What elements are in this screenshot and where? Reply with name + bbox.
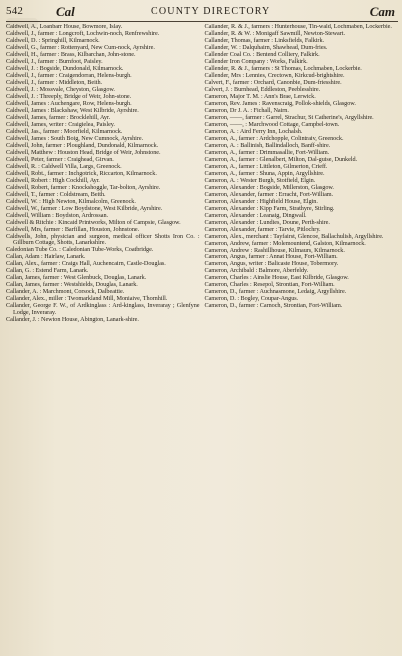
directory-entry: Cameron, A. : Aird Ferry Inn, Lochalsh.	[204, 127, 303, 135]
directory-entry: Cameron, Angus, farmer : Annat House, Fort-William.	[204, 253, 338, 261]
directory-entry: Callander, R. & W. : Monigaff Sawmill, Newton-Stewart.	[204, 29, 345, 37]
page-title: COUNTY DIRECTORY	[151, 6, 271, 17]
left-column	[6, 24, 200, 652]
directory-entry: Callander, A. : Marchmont, Corsock, Dalbeattie.	[6, 288, 125, 296]
directory-entry: Caldwell, G., farmer : Rottenyard, New Cum-nock, Ayrshire.	[6, 43, 155, 51]
directory-entry: Caldwell, James, writer : Craigielea, Paisley.	[6, 120, 115, 128]
directory-entry: Caldwells, John, physician and surgeon, medical officer Shotts Iron Co. : Gillburn Cottage, Shotts, Lanarkshire.	[6, 232, 200, 247]
directory-entry: Callan, James, farmer : Westshields, Douglas, Lanark.	[6, 281, 138, 289]
directory-entry: Cameron, Alexander : Lundies, Doune, Perth-shire.	[204, 218, 330, 226]
directory-entry: Callan, Adam : Hairlaw, Lanark.	[6, 253, 86, 261]
directory-entry: Caledonian Tube Co. : Caledonian Tube-Works, Coatbridge.	[6, 246, 154, 254]
directory-entry: Callender, R. & J., farmers : St Thomas, Lochmaben, Lockerbie.	[204, 64, 362, 72]
directory-entry: Cameron, Archibald : Balmore, Aberfeldy.	[204, 267, 309, 275]
directory-entry: Callan, James, farmer : West Glenbuck, Douglas, Lanark.	[6, 274, 147, 282]
directory-entry: Cameron, D. : Bogley, Coupar-Angus.	[204, 295, 299, 303]
directory-entry: Caldwell, T., farmer : Coldstream, Beith.	[6, 190, 106, 198]
directory-entry: Caldwell, J., farmer : Middleton, Beith.	[6, 78, 103, 86]
directory-entry: Callander, George F. W., of Ardkinglass : Ard-kinglass, Inveraray ; Glenfyne Lodge, Inveraray.	[6, 302, 200, 317]
directory-entry: Caldwell, Robt., farmer : Inchgotrick, Riccarton, Kilmarnock.	[6, 169, 157, 177]
directory-entry: Cameron, ——, : Marchwood Cottage, Campbel-town.	[204, 120, 340, 128]
directory-entry: Cameron, Alex., merchant : Tayfairst, Glencoe, Ballachulish, Argyllshire.	[204, 232, 384, 240]
directory-entry: Cameron, Dr J. A. : Fichall, Nairn.	[204, 106, 289, 114]
directory-entry: Callender Coal Co. : Bentend Colliery, Falkirk.	[204, 50, 320, 58]
directory-entry: Caldwell, J. : Mossvale, Cheyston, Glasgow.	[6, 85, 115, 93]
directory-entry: Caldwell, A., Loanbarr House, Bowmore, Islay.	[6, 24, 123, 30]
page-number: 542	[6, 5, 24, 17]
directory-entry: Caldwell, J., farmer : Craigendorran, Helens-burgh.	[6, 71, 132, 79]
directory-entry: Caldwell, James : Blackshaw, West Kilbride, Ayrshire.	[6, 106, 139, 114]
directory-entry: Caldwell, John, farmer : Ploughland, Dundonald, Kilmarnock.	[6, 141, 159, 149]
directory-columns	[6, 24, 398, 652]
directory-entry: Caldwell, William : Boydston, Ardrossan.	[6, 211, 109, 219]
directory-entry: Cameron, Angus, writer : Balicaste House, Tobermory.	[204, 260, 339, 268]
page-header	[6, 5, 398, 22]
directory-entry: Cameron, Rev. James : Ravenscraig, Pollok-shields, Glasgow.	[204, 99, 356, 107]
directory-entry: Cameron, Alexander, farmer : Tarvie, Pitlochry.	[204, 225, 321, 233]
directory-entry: Cameron, A., farmer : Glenalbert, Milton, Dal-guise, Dunkeld.	[204, 155, 358, 163]
directory-entry: Caldwell, J. : Bogside, Dundonald, Kilmarnock.	[6, 64, 124, 72]
directory-entry: Cameron, D., farmer : Auchnasmone, Ledaig, Argyllshire.	[204, 288, 347, 296]
directory-entry: Cameron, Andrew, farmer : Molemountend, Galston, Kilmarnock.	[204, 239, 366, 247]
directory-entry: Caldwell, J., farmer : Burnfoot, Paisley.	[6, 57, 103, 65]
directory-entry: Caldwell, Matthew : Houston Head, Bridge of Weir, Johnstone.	[6, 148, 161, 156]
directory-entry: Cameron, Andrew : Rashillhouse, Kilmaurs, Kilmarnock.	[204, 246, 345, 254]
directory-entry: Cameron, Alexander : Highfield House, Elgin.	[204, 197, 318, 205]
directory-entry: Cameron, Alexander : Bogside, Millerston, Glasgow.	[204, 183, 334, 191]
directory-entry: Caldwell, Robert, farmer : Knockshoggle, Tar-bolton, Ayrshire.	[6, 183, 161, 191]
directory-entry: Cameron, Major T. M. : Ann's Brae, Lerwick.	[204, 92, 316, 100]
directory-entry: Callan, G. : Estend Farm, Lanark.	[6, 267, 89, 275]
directory-entry: Callender, Mrs : Lennies, Crectown, Kirkcud-brightshire.	[204, 71, 345, 79]
directory-entry: Callander, Alex., miller : Twomarkland Mill, Moniaive, Thornhill.	[6, 295, 168, 303]
directory-entry: Calvert, F., farmer : Orchard, Canonbie, Dum-friesshire.	[204, 78, 342, 86]
directory-entry: Cameron, Alexander : Kipp Farm, Strathyre, Stirling.	[204, 204, 335, 212]
directory-entry: Caldwell, W., farmer : Low Boydstone, West Kilbride, Ayrshire.	[6, 204, 163, 212]
directory-entry: Caldwell, W. : High Newton, Kilmalcolm, Greenock.	[6, 197, 136, 205]
directory-entry: Cameron, Charles : Resepol, Strontian, Fort-William.	[204, 281, 335, 289]
directory-entry: Cameron, Alexander, farmer : Erracht, Fort-William.	[204, 190, 334, 198]
directory-entry: Cameron, A., farmer : Drimmasallie, Fort-William.	[204, 148, 330, 156]
directory-entry: Cameron, D., farmer : Carnoch, Strontian, Fort-William.	[204, 302, 343, 310]
directory-entry: Caldwell, Mrs, farmer : Barfillan, Houston, Johnstone.	[6, 225, 140, 233]
running-head-right: Cam	[369, 4, 395, 19]
directory-entry: Caldwell, Jas., farmer : Moorfield, Kilmarnock.	[6, 127, 123, 135]
directory-entry: Cameron, ——, farmer : Garrel, Strachur, St Catherine's, Argyllshire.	[204, 113, 374, 121]
directory-entry: Callander, R. & J., farmers : Hunterhouse, Tin-wald, Lochmaben, Lockerbie.	[204, 24, 392, 30]
directory-entry: Caldwell, D. : Springhill, Kilmarnock.	[6, 36, 100, 44]
directory-entry: Caldwell, James : South Boig, New Cumnock, Ayrshire.	[6, 134, 144, 142]
directory-entry: Cameron, Alexander : Leanaig, Dingwall.	[204, 211, 307, 219]
directory-entry: Cameron, A. : Ballinish, Ballindalloch, Banff-shire.	[204, 141, 331, 149]
directory-entry: Caldwell, Robert : High Cockhill, Ayr.	[6, 176, 100, 184]
directory-entry: Callander, Thomas, farmer : Linksfields, Falkirk.	[204, 36, 325, 44]
directory-entry: Cameron, Charles : Ainslie House, East Kilbride, Glasgow.	[204, 274, 349, 282]
directory-entry: Calvert, J. : Burnhead, Eddleston, Peeblesshire.	[204, 85, 321, 93]
directory-entry: Caldwell, James : Auchengare, Row, Helens-burgh.	[6, 99, 132, 107]
directory-entry: Callender Iron Company : Works, Falkirk.	[204, 57, 308, 65]
directory-entry: Caldwell, J., farmer : Longcroft, Lochwin-noch, Renfrewshire.	[6, 29, 160, 37]
running-head-left: Cal	[56, 4, 75, 19]
directory-entry: Cameron, A., farmer : Littleton, Gilmerton, Crieff.	[204, 162, 328, 170]
directory-entry: Caldwell, Peter, farmer : Craighead, Girvan.	[6, 155, 114, 163]
right-column	[203, 24, 399, 652]
directory-entry: Cameron, A., farmer : Shuna, Appin, Argyllshire.	[204, 169, 325, 177]
directory-entry: Cameron, A. : Wester Burgh, Stotfield, Elgin.	[204, 176, 316, 184]
directory-entry: Caldwell & Ritchie : Kincaid Printworks, Milton of Campsie, Glasgow.	[6, 218, 181, 226]
directory-entry: Cameron, A., farmer : Ardchopple, Colintraiv, Greenock.	[204, 134, 344, 142]
directory-entry: Caldwell, J. : Threeply, Bridge of Weir, John-stone.	[6, 92, 132, 100]
directory-entry: Caldwell, James, farmer : Brocklehill, Ayr.	[6, 113, 111, 121]
directory-entry: Callan, Alex., farmer : Craigs Hall, Auchencairn, Castle-Douglas.	[6, 260, 166, 268]
directory-entry: Callander, J. : Newton House, Abington, Lanark-shire.	[6, 316, 139, 324]
directory-entry: Caldwell, R. : Caldwell Villa, Largs, Greenock.	[6, 162, 122, 170]
directory-entry: Caldwell, H., farmer : Brass, Kilbarchan, John-stone.	[6, 50, 136, 58]
directory-entry: Callander, W. : Dalquhairn, Shawhead, Dum-fries.	[204, 43, 328, 51]
